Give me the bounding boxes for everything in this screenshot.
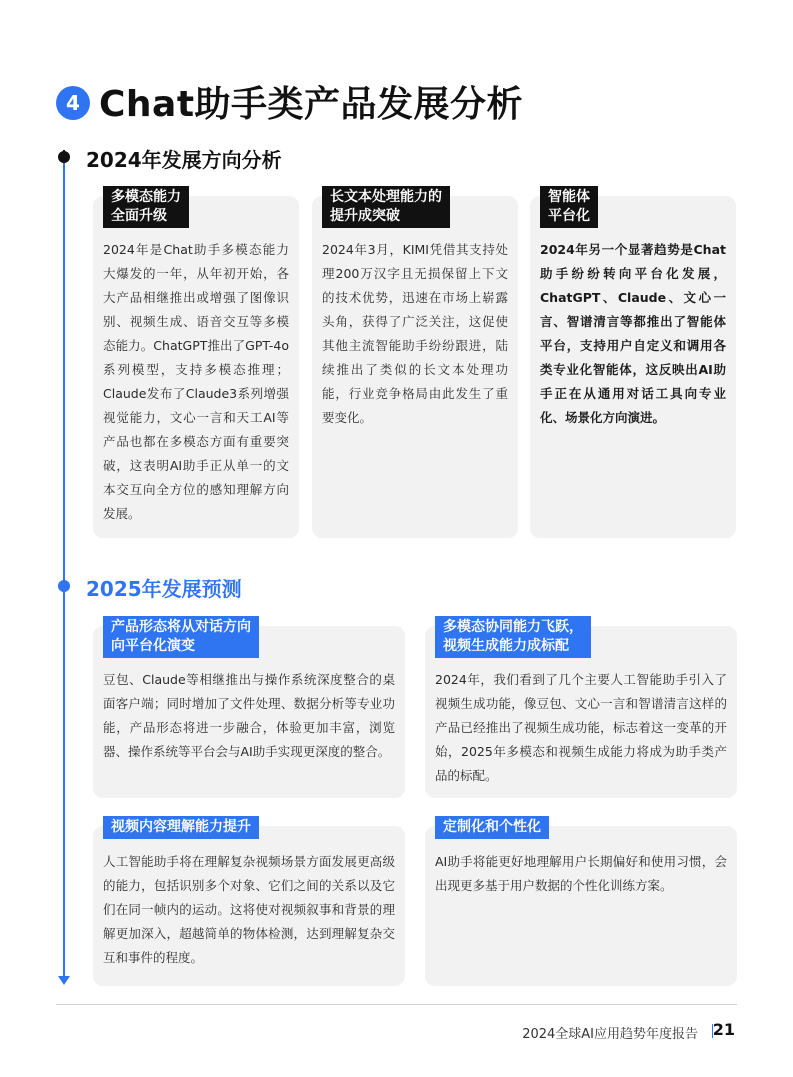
card-body: 2024年另一个显著趋势是Chat助手纷纷转向平台化发展，ChatGPT、Claude、文心一言、智谱清言等都推出了智能体平台，支持用户自定义和调用各类专业化智能体，这反映出AI助手正在从通用对话工具向专业化、场景化方向演进。 [540, 242, 726, 425]
section-2025-heading: 2025年发展预测 [86, 577, 242, 601]
card-tag [103, 616, 259, 658]
card-tag [103, 816, 259, 839]
card-tag-line: 多模态协同能力飞跃， [443, 619, 583, 635]
card-agent-platform-2024 [530, 189, 736, 538]
page-number: 21 [712, 1020, 735, 1039]
section-2024-heading: 2024年发展方向分析 [86, 148, 282, 172]
card-tag-line: 视频内容理解能力提升 [111, 819, 251, 835]
section-number-badge: 4 [56, 86, 90, 120]
card-personalization-2025 [425, 819, 737, 986]
card-tag [435, 616, 591, 658]
card-tag [103, 186, 189, 228]
card-tag-line: 产品形态将从对话方向 [111, 619, 251, 635]
card-body: AI助手将能更好地理解用户长期偏好和使用习惯，会出现更多基于用户数据的个性化训练方案。 [435, 854, 727, 893]
card-product-form-2025 [93, 619, 405, 798]
footer-report-title: 2024全球AI应用趋势年度报告 [522, 1027, 698, 1042]
card-video-understanding-2025 [93, 819, 405, 986]
card-tag [540, 186, 598, 228]
card-tag-line: 长文本处理能力的 [330, 189, 442, 205]
page-title: Chat助手类产品发展分析 [99, 84, 524, 125]
card-tag-line: 多模态能力 [111, 189, 181, 205]
card-body: 人工智能助手将在理解复杂视频场景方面发展更高级的能力，包括识别多个对象、它们之间的关系以及它们在同一帧内的运动。这将使对视频叙事和背景的理解更加深入，超越简单的物体检测，达到理解复杂交互和事件的程度。 [103, 854, 395, 965]
card-body: 2024年3月，KIMI凭借其支持处理200万汉字且无损保留上下文的技术优势，迅速在市场上崭露头角，获得了广泛关注，这促使其他主流智能助手纷纷跟进，陆续推出了类似的长文本处理功能，行业竞争格局由此发生了重要变化。 [322, 242, 508, 425]
footer-divider [56, 1004, 737, 1005]
timeline-line [63, 150, 65, 978]
card-body: 豆包、Claude等相继推出与操作系统深度整合的桌面客户端；同时增加了文件处理、数据分析等专业功能，产品形态将进一步融合，体验更加丰富，浏览器、操作系统等平台会与AI助手实现更深度的整合。 [103, 672, 395, 759]
card-tag-line: 定制化和个性化 [443, 819, 541, 835]
timeline-dot-2025 [58, 580, 70, 592]
card-multimodal-2024 [93, 189, 299, 538]
card-body: 2024年，我们看到了几个主要人工智能助手引入了视频生成功能，像豆包、文心一言和智谱清言这样的产品已经推出了视频生成功能，标志着这一变革的开始，2025年多模态和视频生成能力将成为助手类产品的标配。 [435, 672, 727, 783]
card-tag [322, 186, 450, 228]
card-tag [435, 816, 549, 839]
card-tag-line: 平台化 [548, 208, 590, 224]
card-body: 2024年是Chat助手多模态能力大爆发的一年，从年初开始，各大产品相继推出或增强了图像识别、视频生成、语音交互等多模态能力。ChatGPT推出了GPT-4o系列模型，支持多模态推理；Claude发布了Claude3系列增强视觉能力，文心一言和天工AI等产品也都在多模态方面有重要突破，这表明AI助手正从单一的文本交互向全方位的感知理解方向发展。 [103, 242, 289, 521]
card-tag-line: 全面升级 [111, 208, 167, 224]
card-tag-line: 视频生成能力成标配 [443, 638, 569, 654]
card-tag-line: 提升成突破 [330, 208, 400, 224]
card-multimodal-2025 [425, 619, 737, 798]
card-long-text-2024 [312, 189, 518, 538]
card-tag-line: 智能体 [548, 189, 590, 205]
timeline-dot-2024 [58, 151, 70, 163]
timeline-arrow-icon [58, 976, 70, 985]
card-tag-line: 向平台化演变 [111, 638, 195, 654]
